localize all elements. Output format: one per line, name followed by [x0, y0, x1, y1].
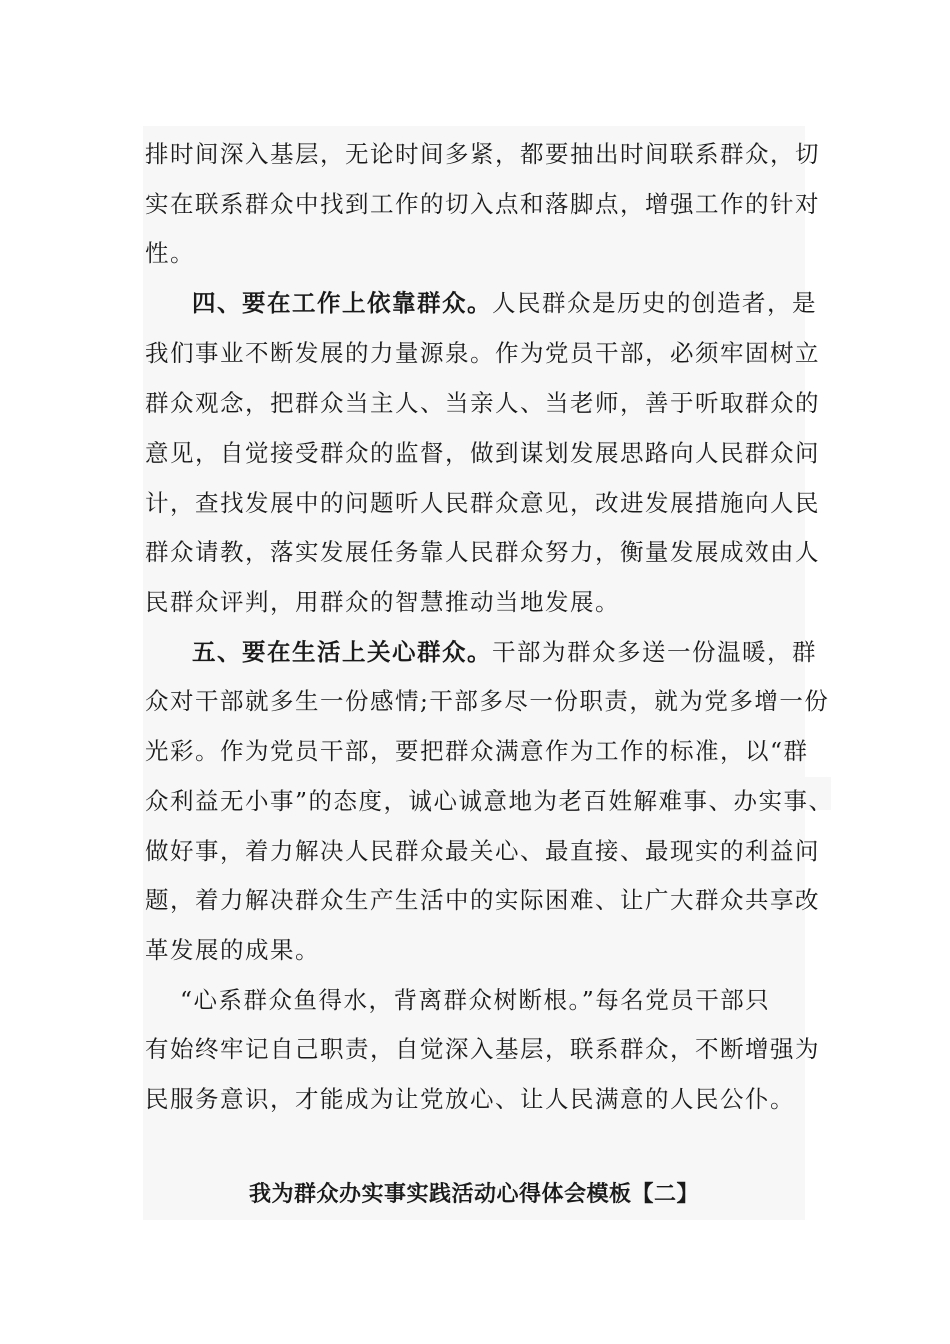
paragraph-line: 题，着力解决群众生产生活中的实际困难、让广大群众共享改	[145, 886, 820, 914]
paragraph-line: 实在联系群众中找到工作的切入点和落脚点，增强工作的针对	[145, 190, 820, 218]
paragraph-line: 性。	[145, 239, 195, 267]
paragraph-line: 意见，自觉接受群众的监督，做到谋划发展思路向人民群众问	[145, 439, 820, 467]
paragraph-line: 民群众评判，用群众的智慧推动当地发展。	[145, 588, 620, 616]
paragraph-line: 做好事，着力解决人民群众最关心、最直接、最现实的利益问	[145, 837, 820, 865]
paragraph-line: 光彩。作为党员干部，要把群众满意作为工作的标准，以“群	[145, 737, 809, 765]
paragraph-line: 众对干部就多生一份感情;干部多尽一份职责，就为党多增一份	[145, 687, 830, 715]
paragraph-line: 民服务意识，才能成为让党放心、让人民满意的人民公仆。	[145, 1085, 795, 1113]
paragraph-line: 有始终牢记自己职责，自觉深入基层，联系群众，不断增强为	[145, 1035, 820, 1063]
paragraph-line: 革发展的成果。	[145, 936, 320, 964]
paragraph-line: 计，查找发展中的问题听人民群众意见，改进发展措施向人民	[145, 489, 820, 517]
paragraph-heading: 五、要在生活上关心群众。	[192, 638, 492, 666]
paragraph-line: 我们事业不断发展的力量源泉。作为党员干部，必须牢固树立	[145, 339, 820, 367]
paragraph-line: 群众请教，落实发展任务靠人民群众努力，衡量发展成效由人	[145, 538, 820, 566]
paragraph-line: 众利益无小事”的态度，诚心诚意地为老百姓解难事、办实事、	[145, 787, 834, 815]
paragraph-line: 群众观念，把群众当主人、当亲人、当老师，善于听取群众的	[145, 389, 820, 417]
section-title: 我为群众办实事实践活动心得体会模板【二】	[248, 1181, 699, 1207]
paragraph-line: 排时间深入基层，无论时间多紧，都要抽出时间联系群众，切	[145, 140, 820, 168]
paragraph-line-heading: 五、要在生活上关心群众。干部为群众多送一份温暖，群	[192, 638, 817, 666]
paragraph-line-heading: 四、要在工作上依靠群众。人民群众是历史的创造者，是	[192, 289, 817, 317]
paragraph-heading: 四、要在工作上依靠群众。	[192, 289, 492, 317]
paragraph-line: “心系群众鱼得水，背离群众树断根。”每名党员干部只	[180, 986, 771, 1014]
